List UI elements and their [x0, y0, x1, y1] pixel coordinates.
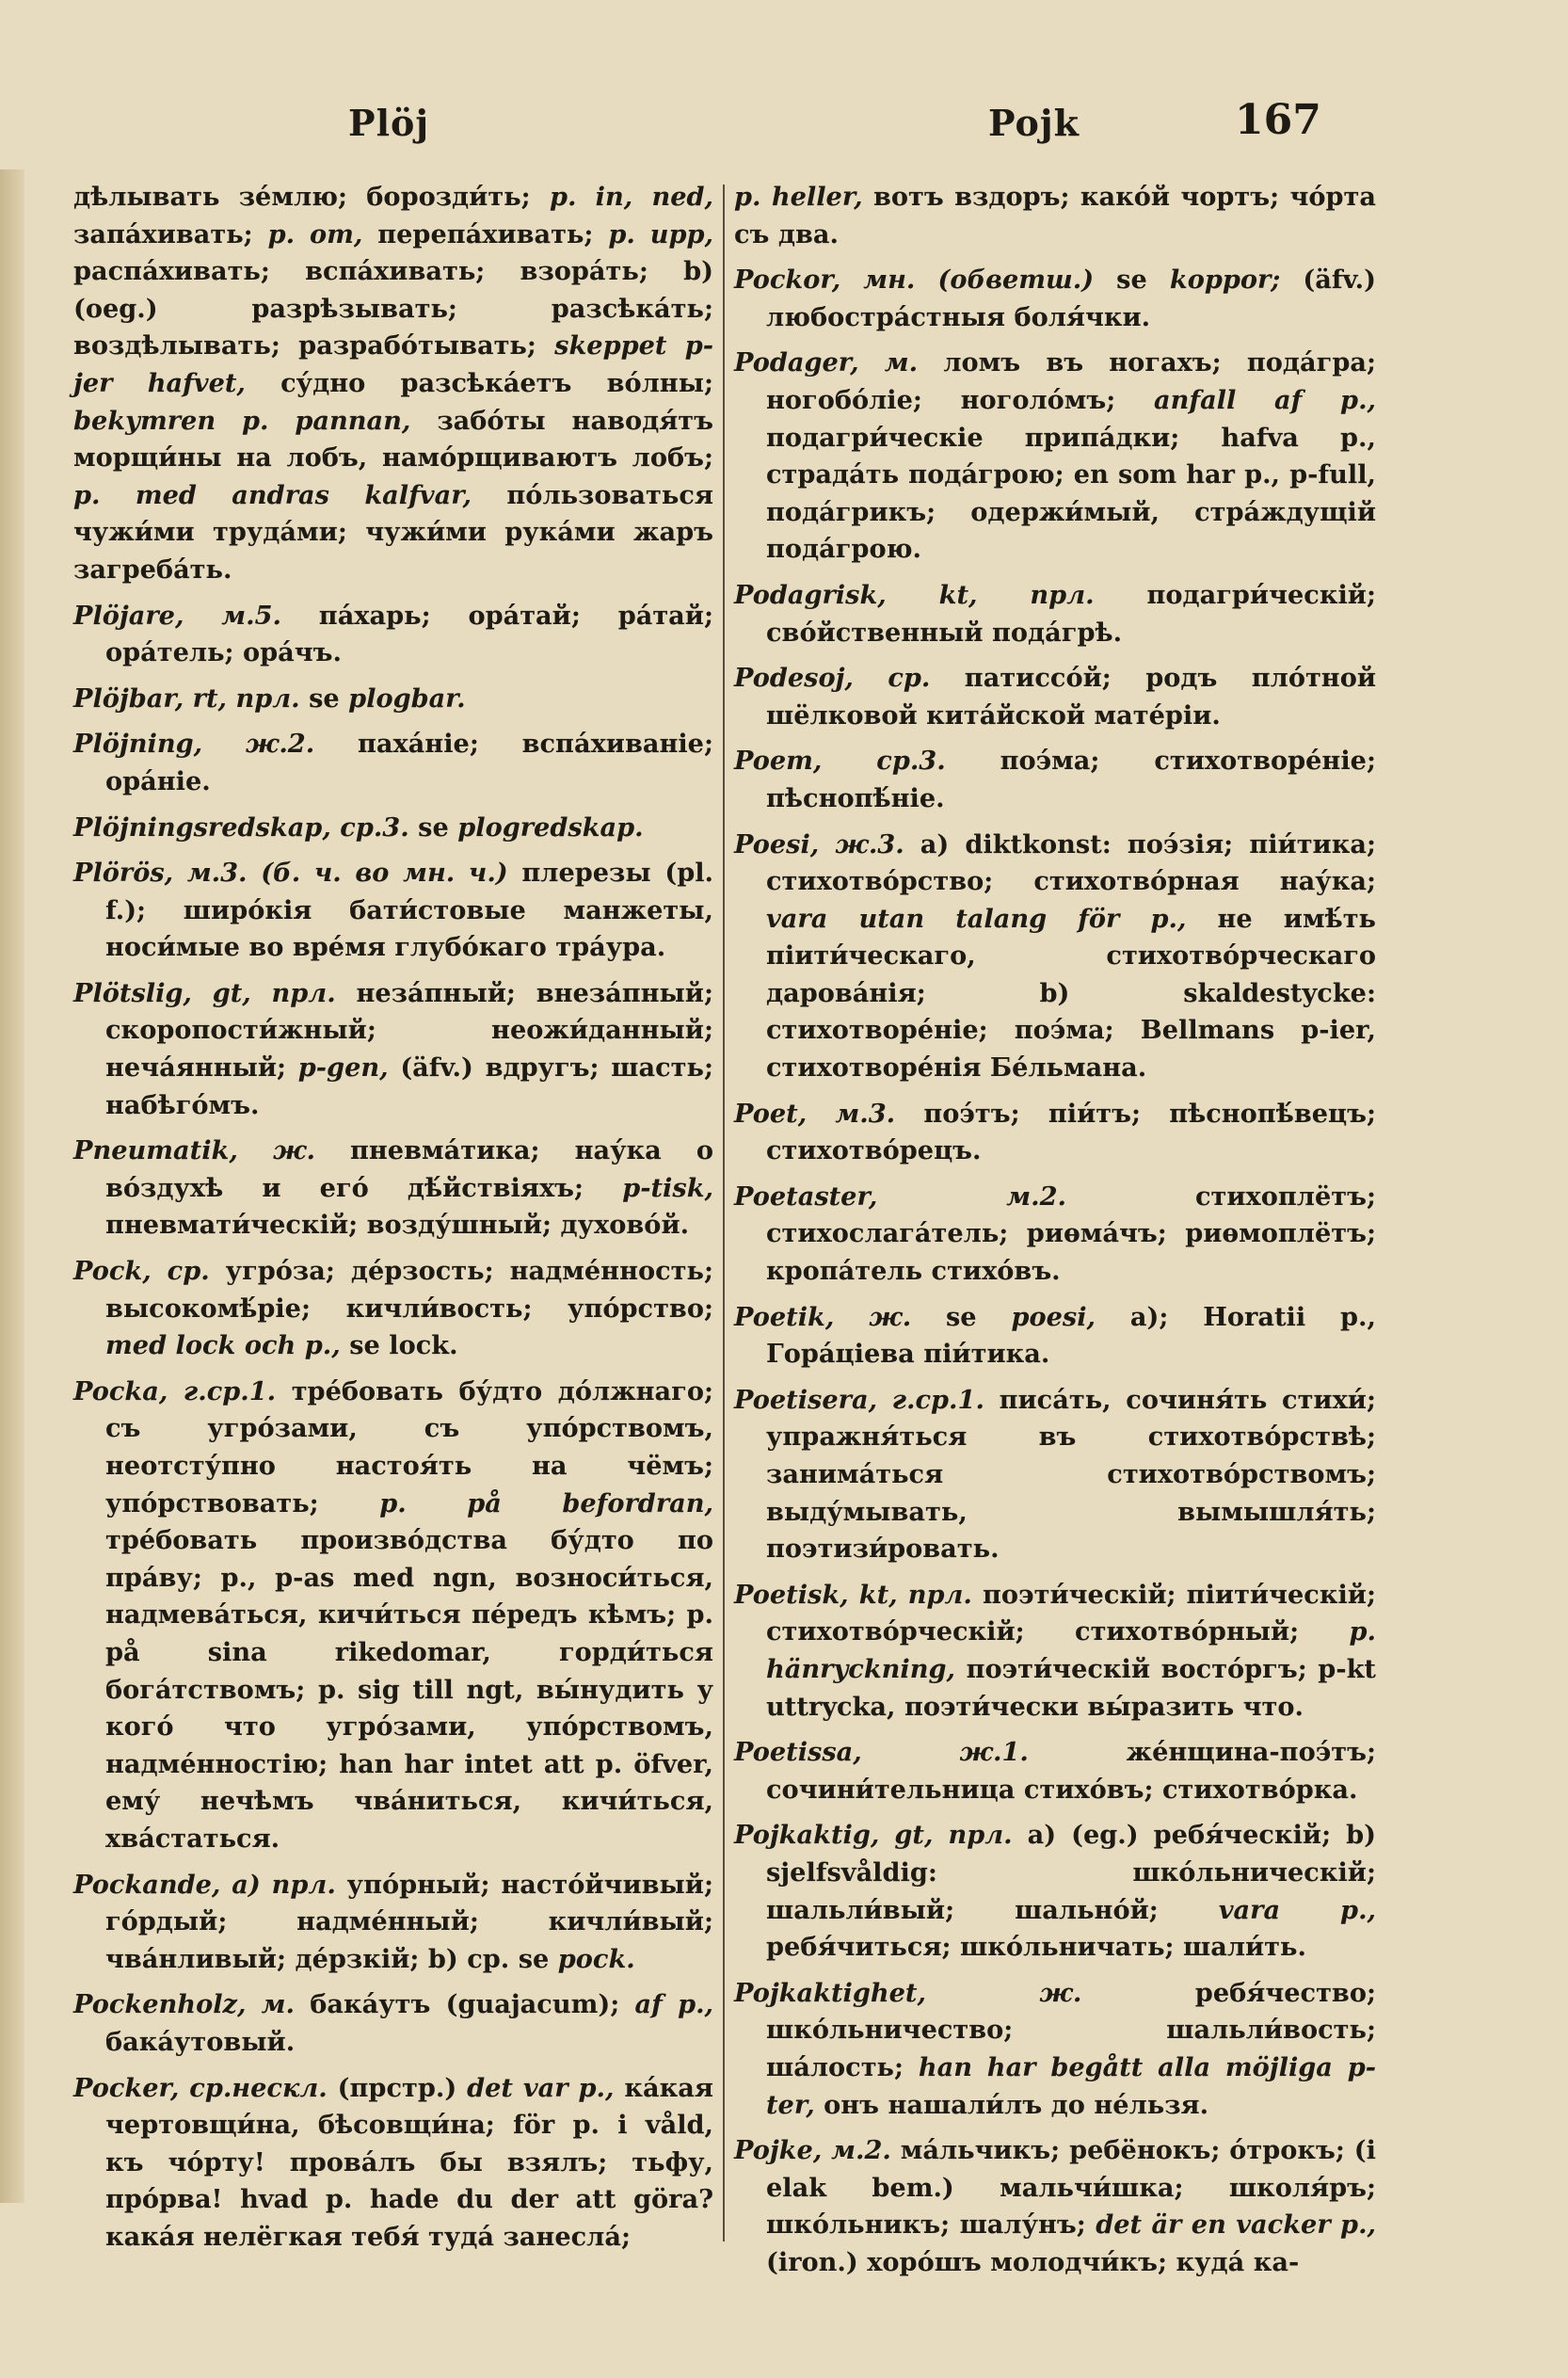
definition-text: поэ́ма; стихотворе́ніе; пѣснопѣ́ніе.: [766, 746, 1376, 813]
headword: Pocker,: [73, 2072, 180, 2103]
headword: Pockor,: [734, 265, 841, 296]
definition-text: a) diktkonst: поэ́зія; піи́тика; стихотво́рство; стихотво́рная нау́ка;: [766, 828, 1377, 897]
page-number: 167: [1235, 96, 1321, 144]
headword: Poetissa,: [734, 1737, 862, 1768]
dictionary-entry: [73, 2070, 713, 2257]
definition-text: a); Horatii p., Гора́ціева піи́тика.: [766, 1301, 1376, 1370]
headword: Plörös,: [73, 858, 174, 889]
dictionary-entry: [734, 345, 1376, 569]
entry-text: забо́ты наводя́тъ морщи́ны на лобъ, намо́рщиваютъ лобъ;: [73, 405, 714, 474]
entry-text: перепа́хивать;: [362, 218, 609, 249]
grammar-note: ср.нескл.: [179, 2072, 328, 2103]
headword: Poetisera,: [734, 1384, 878, 1415]
dictionary-entry: [73, 598, 713, 672]
headword: Pockenholz,: [73, 1989, 247, 2020]
definition-text: (iron.) хоро́шъ молодчи́къ; куда́ ка-: [766, 2246, 1300, 2277]
definition-text: se: [911, 1301, 1012, 1332]
entry-text: по́льзоваться чужи́ми труда́ми; чужи́ми рука́ми жаръ загреба́ть.: [73, 479, 713, 585]
definition-text: (äfv.) вдругъ; шасть; набѣго́мъ.: [105, 1052, 713, 1120]
definition-text: тре́бовать бу́дто до́лжнаго; съ угро́зами, съ упо́рствомъ, неотсту́пно настоя́ть на чёмъ; упо́рствовать;: [105, 1375, 714, 1518]
dictionary-entry: [73, 1986, 713, 2061]
grammar-note: ж.: [834, 1301, 912, 1332]
grammar-note: gt, прл.: [191, 977, 336, 1008]
headword: Poetik,: [734, 1301, 835, 1332]
dictionary-entry: [73, 726, 713, 800]
grammar-note: gt, прл.: [879, 1820, 1013, 1851]
entry-text: дѣлывать зе́млю; борозди́ть;: [73, 182, 550, 212]
dictionary-entry: [734, 262, 1376, 336]
headword: Podagrisk,: [734, 579, 887, 610]
dictionary-entry: [734, 1096, 1376, 1170]
entry-example: p. upp,: [608, 218, 713, 249]
example-phrase: med lock och p.,: [105, 1330, 341, 1361]
definition-text: a) (eg.) ребя́ческій; b) sjelfsvåldig: шко́льническій; шальли́вый; шально́й;: [766, 1820, 1377, 1925]
entry-text: запа́хивать;: [73, 218, 268, 249]
grammar-note: м.: [858, 347, 919, 378]
headword: Pneumatik,: [73, 1135, 238, 1166]
example-phrase: anfall af p.,: [1153, 384, 1376, 415]
entry-example: skeppet p-jer hafvet,: [73, 330, 713, 398]
example-phrase: det var p.,: [467, 2072, 615, 2103]
headword: Pockande,: [73, 1869, 221, 1900]
grammar-note: ср.3.: [330, 811, 409, 843]
headword: Pojke,: [734, 2135, 823, 2166]
dictionary-entry: [73, 1253, 713, 1365]
right-column: [734, 179, 1376, 2290]
example-phrase: poesi,: [1011, 1301, 1096, 1332]
definition-text: стихоплётъ; стихослага́тель; риѳма́чъ; риѳмоплётъ; кропа́тель стихо́въ.: [766, 1181, 1376, 1287]
headword: Podager,: [734, 347, 859, 378]
grammar-note: м.: [246, 1989, 295, 2020]
grammar-note: ж.: [925, 1977, 1082, 2008]
grammar-note: м.5.: [184, 600, 281, 631]
example-phrase: det är en vacker p.,: [1096, 2209, 1376, 2241]
definition-text: онъ нашали́лъ до не́льзя.: [814, 2089, 1209, 2120]
entry-text: су́дно разсѣка́етъ во́лны;: [245, 367, 713, 398]
dictionary-entry: [73, 1133, 713, 1245]
left-guide-word: Plöj: [348, 102, 430, 144]
example-phrase: p. hänryckning,: [766, 1616, 1376, 1684]
definition-text: неза́пный; внеза́пный; скоропости́жный; неожи́данный; неча́янный;: [105, 977, 714, 1084]
grammar-note: м.2.: [822, 2135, 891, 2166]
grammar-note: kt, прл.: [848, 1579, 972, 1610]
definition-text: se lock.: [340, 1330, 458, 1361]
grammar-note: rt, прл.: [184, 683, 300, 714]
example-phrase: p-gen,: [297, 1052, 389, 1084]
grammar-note: мн. (обветш.): [840, 265, 1095, 296]
grammar-note: г.ср.1.: [877, 1384, 984, 1415]
dictionary-entry: [734, 2132, 1376, 2281]
grammar-note: a) прл.: [220, 1869, 336, 1900]
definition-text: писа́ть, сочиня́ть стихи́; упражня́ться въ стихотво́рствѣ; занима́ться стихотво́рствомъ; выду́мывать, вымышля́ть; поэтизи́ровать.: [766, 1384, 1377, 1565]
headword: Plöjningsredskap,: [73, 811, 331, 843]
grammar-note: ж.3.: [819, 828, 904, 860]
definition-text: se: [408, 811, 458, 843]
dictionary-entry: [734, 827, 1376, 1087]
headword: Pock,: [73, 1256, 152, 1287]
definition-text: подагри́ческій; сво́йственный пода́грѣ.: [766, 579, 1376, 648]
continued-entry: [73, 179, 713, 589]
example-phrase: p-tisk,: [622, 1172, 713, 1203]
grammar-note: ср.: [151, 1256, 210, 1287]
example-phrase: vara utan talang för p.,: [766, 903, 1187, 934]
example-phrase: han har begått alla möjliga p-ter,: [766, 2051, 1376, 2120]
binding-gutter: [0, 169, 24, 2203]
definition-text: плерезы (pl. f.); широ́кія бати́стовые манжеты, носи́мые во вре́мя глубо́каго тра́ура.: [105, 858, 713, 963]
example-phrase: plogbar.: [348, 683, 466, 714]
column-divider: [723, 185, 725, 2241]
dictionary-entry: [73, 681, 713, 718]
dictionary-entry: [734, 743, 1376, 817]
example-phrase: p. på befordran,: [379, 1487, 713, 1518]
dictionary-entry: [734, 1382, 1376, 1568]
grammar-note: ж.1.: [861, 1737, 1029, 1768]
grammar-note: м.2.: [877, 1181, 1066, 1212]
dictionary-entry: [734, 1299, 1376, 1374]
definition-text: па́харь; ора́тай; ра́тай; ора́тель; ора́чъ.: [105, 600, 713, 668]
definition-text: бака́утъ (guajacum);: [295, 1989, 635, 2020]
definition-text: же́нщина-поэ́тъ; сочини́тельница стихо́въ; стихотво́рка.: [766, 1737, 1376, 1805]
left-column: [73, 179, 713, 2264]
dictionary-entry: [734, 1577, 1376, 1726]
example-phrase: plogredskap.: [457, 811, 644, 843]
definition-text: ребя́чество; шко́льничество; шальли́вость; ша́лость;: [766, 1977, 1376, 2082]
definition-text: se: [299, 683, 349, 714]
dictionary-entry: [734, 1817, 1376, 1966]
grammar-note: ср.: [853, 663, 931, 694]
grammar-note: м.3.: [807, 1098, 896, 1129]
definition-text: вотъ вздоръ; како́й чортъ; чо́рта съ два.: [734, 182, 1376, 249]
headword: Poesi,: [734, 828, 820, 860]
definition-text: поэ́тъ; піи́тъ; пѣснопѣ́вецъ; стихотво́рецъ.: [766, 1098, 1376, 1166]
example-phrase: pock.: [557, 1943, 635, 1974]
example-phrase: vara p.,: [1218, 1894, 1376, 1925]
right-guide-word: Pojk: [988, 102, 1080, 144]
entry-example: p. om,: [267, 218, 363, 249]
headword: Pocka,: [73, 1375, 168, 1406]
dictionary-entry: [734, 660, 1376, 734]
headword: Pojkaktig,: [734, 1820, 880, 1851]
headword: Plöjning,: [73, 729, 203, 760]
definition-text: упо́рный; насто́йчивый; го́рдый; надме́нный; кичли́вый; чва́нливый; де́рзкій; b) ср. se: [105, 1869, 713, 1974]
dictionary-entry: [734, 179, 1376, 253]
grammar-note: ж.2.: [202, 729, 315, 760]
headword: Poem,: [734, 746, 823, 777]
dictionary-entry: [73, 1867, 713, 1979]
example-phrase: p. heller,: [734, 182, 863, 212]
dictionary-entry: [73, 975, 713, 1124]
definition-text: ломъ въ ногахъ; пода́гра; ногобо́ліе; ноголо́мъ;: [766, 347, 1376, 415]
grammar-note: kt, прл.: [886, 579, 1095, 610]
grammar-note: ж.: [237, 1135, 315, 1166]
definition-text: бака́утовый.: [105, 2026, 296, 2057]
definition-text: пневмати́ческій; возду́шный; духово́й.: [105, 1210, 690, 1241]
dictionary-entry: [734, 1734, 1376, 1808]
definition-text: подагри́ческіе припа́дки; hafva p., страда́ть пода́грою; en som har p., p-full, пода́грикъ; одержи́мый, стра́ждущій пода́грою.: [766, 422, 1376, 565]
definition-text: поэти́ческій; піити́ческій; стихотво́рческій; стихотво́рный;: [766, 1579, 1376, 1647]
page-header: [0, 96, 1568, 158]
definition-text: патиссо́й; родъ пло́тной шёлковой кита́йской мате́ріи.: [766, 663, 1377, 731]
headword: Poetaster,: [734, 1181, 878, 1212]
definition-text: тре́бовать произво́дства бу́дто по пра́ву; p., p-as med ngn, возноси́ться, надмева́ться, кичи́ться пе́редъ кѣмъ; p. på sina rikedomar, горди́ться бога́тствомъ; p. sig till ngt, вы́нудить у кого́ что угро́зами, упо́рствомъ, надме́нностію; han har intet att p. öfver, ему́ нечѣмъ чва́ниться, кичи́ться, хва́статься.: [105, 1525, 713, 1854]
dictionary-entry: [734, 1975, 1376, 2124]
entry-example: p. in, ned,: [549, 182, 713, 212]
definition-text: паха́ніе; вспа́хиваніе; ора́ніе.: [105, 729, 714, 796]
grammar-note: г.ср.1.: [168, 1375, 277, 1406]
headword: Plöjare,: [73, 600, 184, 631]
headword: Poet,: [734, 1098, 808, 1129]
entry-example: bekymren p. pannan,: [73, 405, 411, 436]
dictionary-entry: [734, 577, 1376, 651]
entry-example: p. med andras kalfvar,: [73, 479, 472, 510]
headword: Plötslig,: [73, 977, 192, 1008]
dictionary-entry: [73, 1374, 713, 1858]
definition-text: пневма́тика; нау́ка о во́здухѣ и его́ дѣ́йствіяхъ;: [105, 1135, 714, 1203]
definition-text: ребя́читься; шко́льничать; шали́ть.: [766, 1932, 1306, 1963]
example-phrase: af p.,: [634, 1989, 714, 2020]
definition-text: (äfv.) любостра́стныя боля́чки.: [766, 265, 1376, 332]
entry-text: распа́хивать; вспа́хивать; взора́ть; b) (oeg.) разрѣзывать; разсѣка́ть; воздѣлывать; разрабо́тывать;: [73, 256, 713, 362]
headword: Pojkaktighet,: [734, 1977, 926, 2008]
dictionary-entry: [734, 1179, 1376, 1291]
dictionary-entry: [73, 810, 713, 847]
definition-text: не имѣ́ть піити́ческаго, стихотво́рческаго дарова́нія; b) skaldestycke: стихотворе́ніе; поэ́ма; Bellmans p-ier, стихотворе́нія Бе́льмана.: [766, 903, 1376, 1084]
definition-text: (прстр.): [327, 2072, 468, 2103]
definition-text: ма́льчикъ; ребёнокъ; о́трокъ; (i elak bem.) мальчи́шка; школя́ръ; шко́льникъ; шалу́нъ;: [766, 2135, 1376, 2241]
definition-text: ка́кая чертовщи́на, бѣсовщи́на; för p. i våld, къ чо́рту! прова́лъ бы взялъ; тьфу, про́рва! hvad p. hade du der att göra? кака́я нелёгкая тебя́ туда́ занесла́;: [105, 2072, 713, 2252]
example-phrase: koppor;: [1169, 265, 1281, 296]
headword: Poetisk,: [734, 1579, 849, 1610]
grammar-note: ср.3.: [822, 746, 946, 777]
definition-text: угро́за; де́рзость; надме́нность; высокомѣ́ріе; кичли́вость; упо́рство;: [105, 1256, 713, 1324]
grammar-note: м.3. (б. ч. во мн. ч.): [173, 858, 508, 889]
definition-text: поэти́ческій восто́ргъ; p-kt uttrycka, поэти́чески вы́разить что.: [766, 1653, 1376, 1722]
headword: Podesoj,: [734, 663, 854, 694]
headword: Plöjbar,: [73, 683, 184, 714]
dictionary-entry: [73, 855, 713, 967]
definition-text: se: [1094, 265, 1170, 296]
